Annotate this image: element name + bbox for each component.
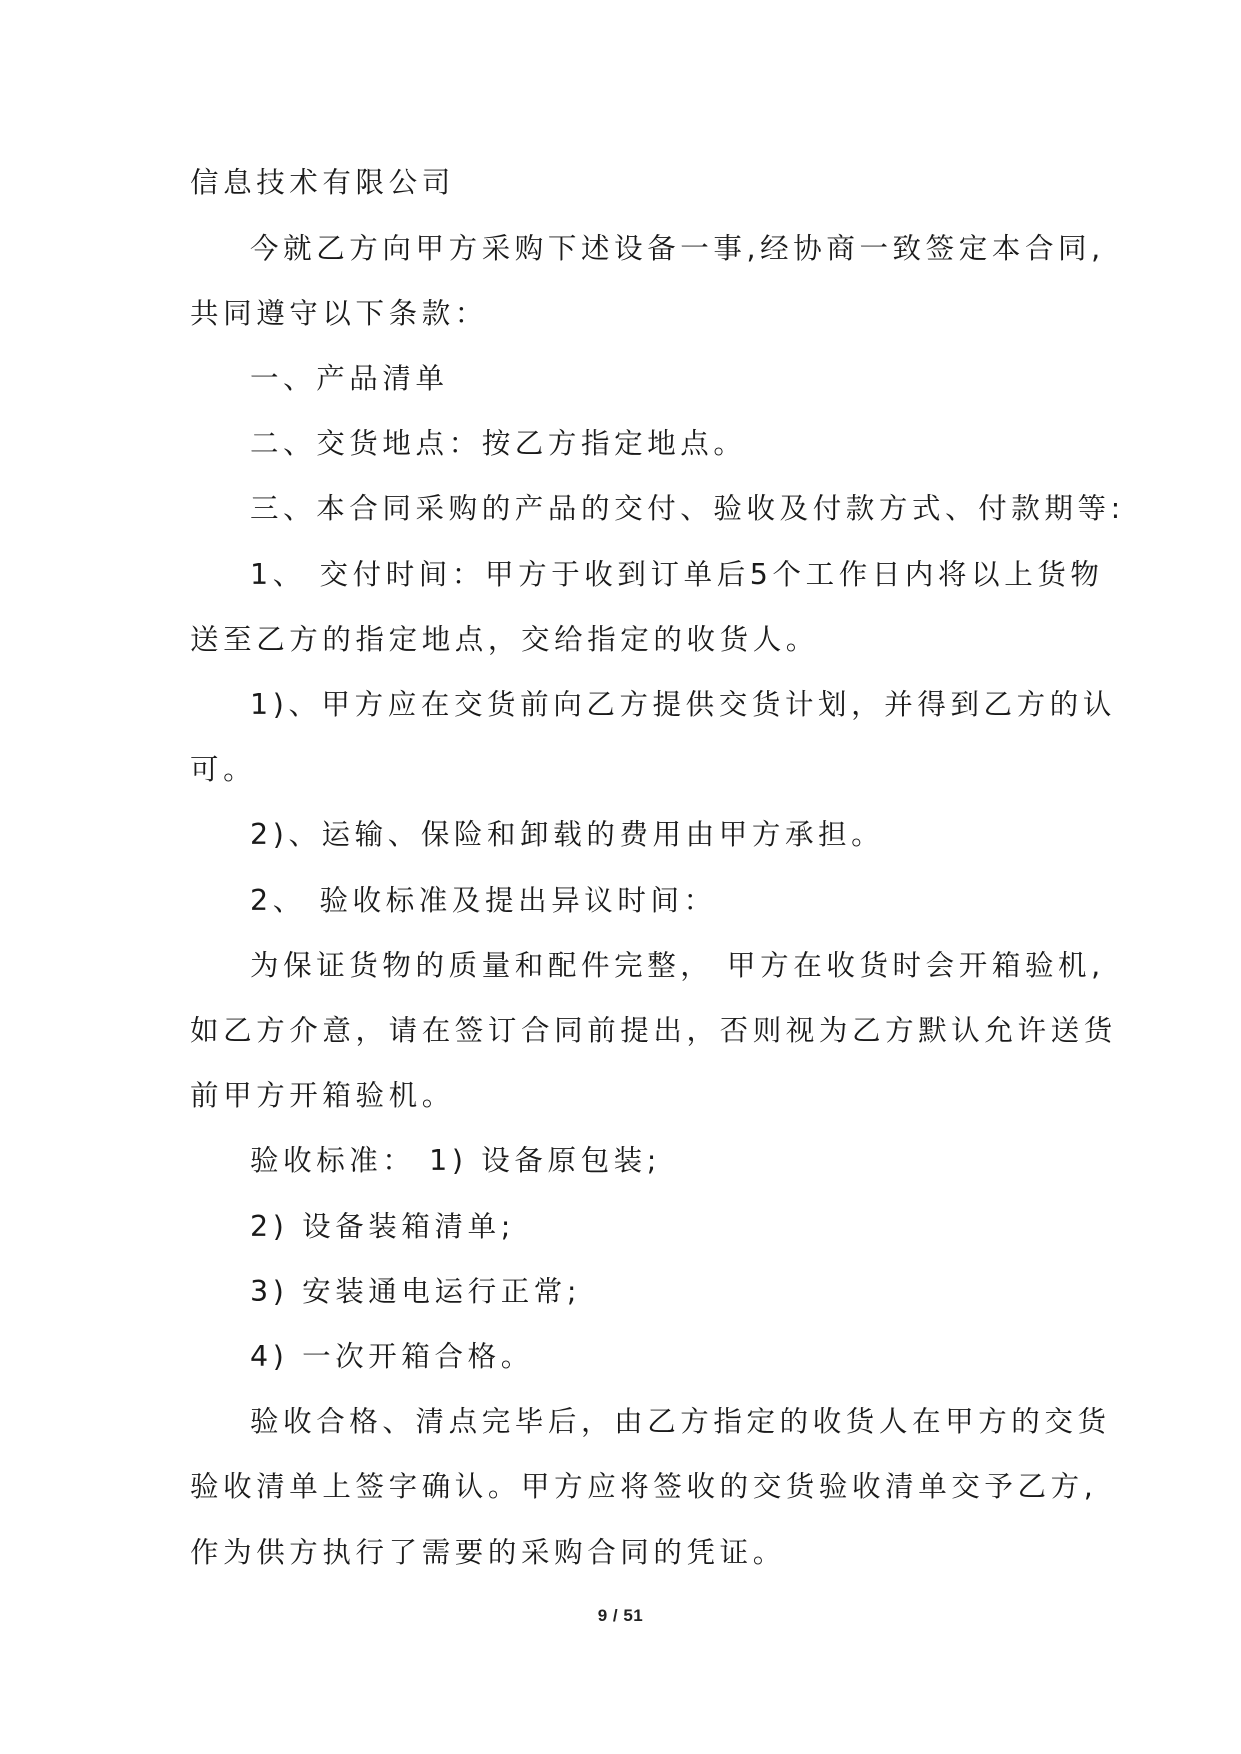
paragraph-line-2: 今就乙方向甲方采购下述设备一事,经协商一致签定本合同,	[250, 232, 1105, 265]
paragraph-line-22: 作为供方执行了需要的采购合同的凭证。	[190, 1536, 786, 1569]
paragraph-line-16: 验收标准： 1) 设备原包装;	[250, 1144, 661, 1177]
paragraph-line-12: 2、 验收标准及提出异议时间：	[250, 884, 717, 917]
paragraph-line-5: 二、交货地点：按乙方指定地点。	[250, 427, 747, 460]
paragraph-line-15: 前甲方开箱验机。	[190, 1079, 455, 1112]
paragraph-line-21: 验收清单上签字确认。甲方应将签收的交货验收清单交予乙方,	[190, 1470, 1098, 1503]
paragraph-line-18: 3) 安装通电运行正常;	[250, 1275, 582, 1308]
page-number: 9 / 51	[597, 1606, 644, 1625]
paragraph-line-4: 一、产品清单	[250, 362, 449, 395]
paragraph-line-9: 1)、甲方应在交货前向乙方提供交货计划，并得到乙方的认	[250, 688, 1116, 721]
paragraph-line-17: 2) 设备装箱清单;	[250, 1210, 515, 1243]
paragraph-line-14: 如乙方介意，请在签订合同前提出，否则视为乙方默认允许送货	[190, 1014, 1117, 1047]
paragraph-line-20: 验收合格、清点完毕后，由乙方指定的收货人在甲方的交货	[250, 1405, 1111, 1438]
paragraph-line-1: 信息技术有限公司	[190, 166, 455, 199]
paragraph-line-8: 送至乙方的指定地点，交给指定的收货人。	[190, 623, 819, 656]
paragraph-line-6: 三、本合同采购的产品的交付、验收及付款方式、付款期等:	[250, 492, 1125, 525]
paragraph-line-11: 2)、运输、保险和卸载的费用由甲方承担。	[250, 818, 885, 851]
paragraph-line-3: 共同遵守以下条款：	[190, 297, 488, 330]
paragraph-line-10: 可。	[190, 753, 257, 786]
paragraph-line-7: 1、 交付时间：甲方于收到订单后5个工作日内将以上货物	[250, 558, 1104, 591]
paragraph-line-13: 为保证货物的质量和配件完整， 甲方在收货时会开箱验机,	[250, 949, 1105, 982]
paragraph-line-19: 4) 一次开箱合格。	[250, 1340, 534, 1373]
